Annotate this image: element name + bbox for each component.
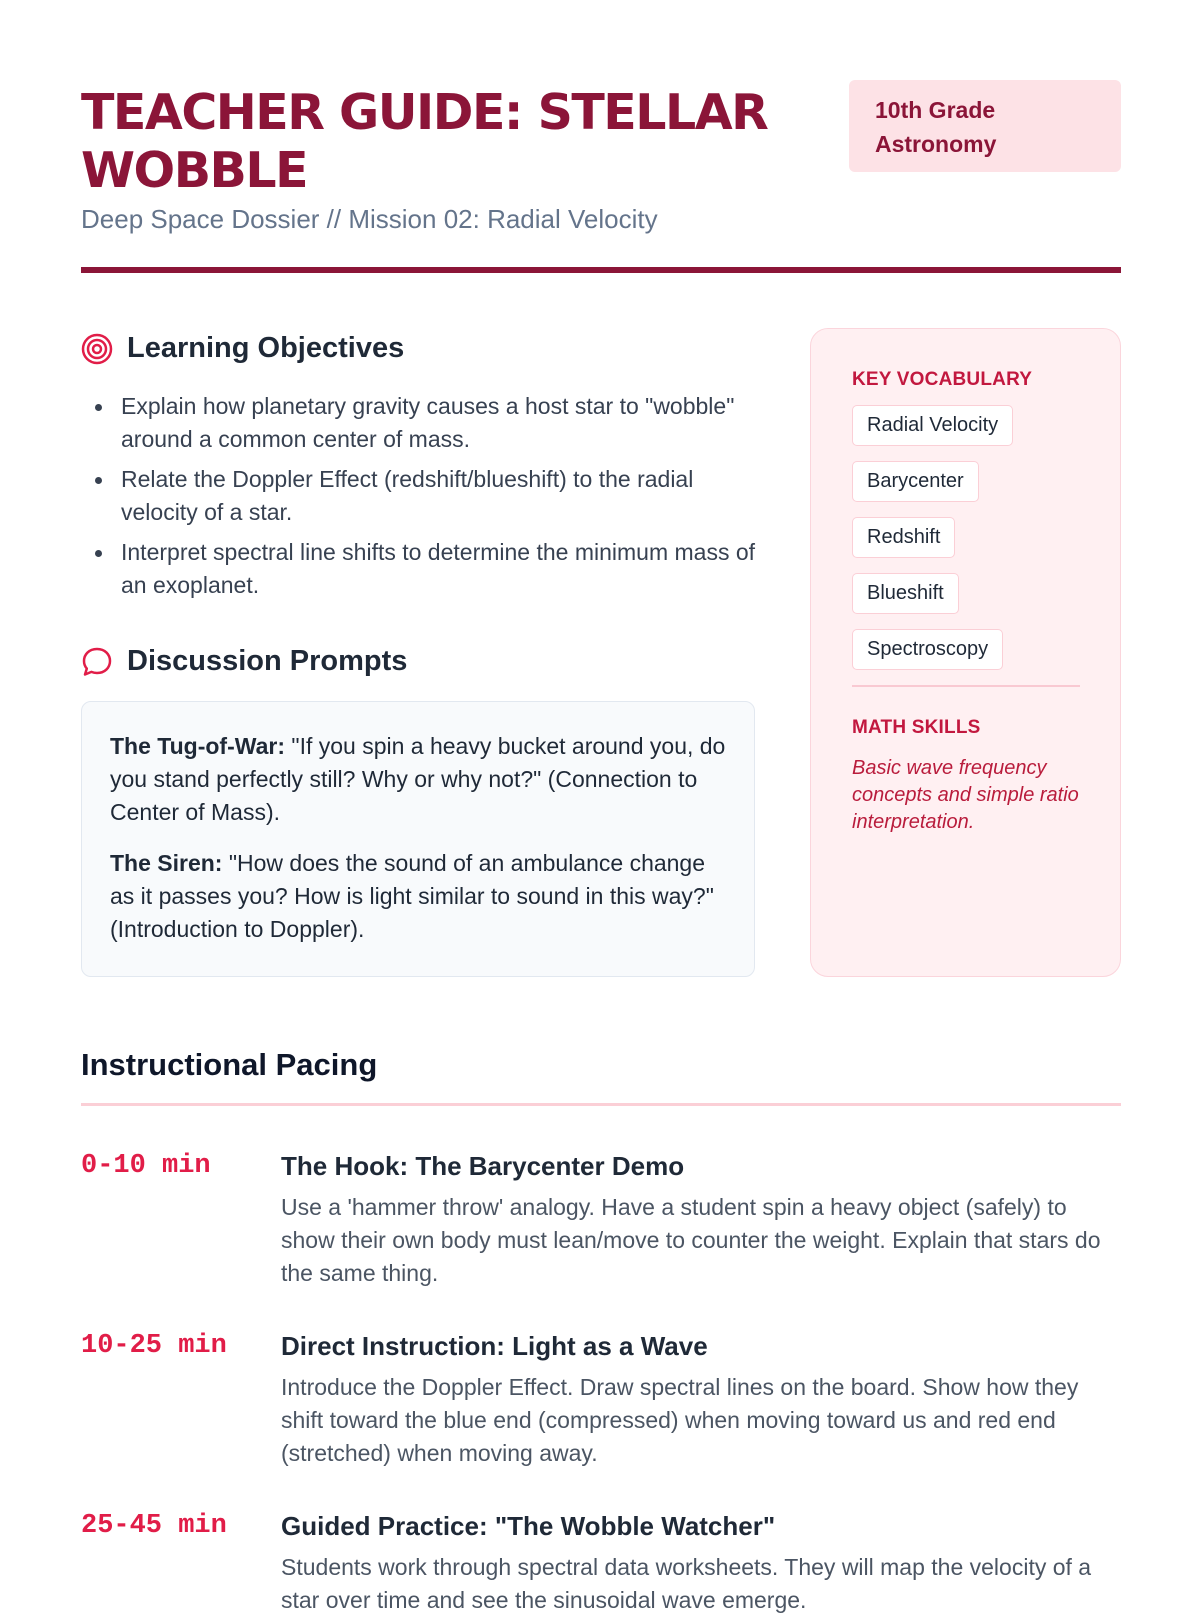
vocabulary-list: [852, 405, 1080, 670]
vocab-chip: Radial Velocity: [852, 405, 1013, 446]
list-item: Explain how planetary gravity causes a host star to "wobble" around a common center of mass.: [81, 390, 761, 456]
vocab-chip: Blueshift: [852, 573, 959, 614]
pacing-divider: [81, 1103, 1121, 1106]
header-divider: [81, 267, 1121, 273]
list-item: Relate the Doppler Effect (redshift/blueshift) to the radial velocity of a star.: [81, 463, 761, 529]
objectives-heading: [81, 332, 404, 365]
page-subtitle: Deep Space Dossier // Mission 02: Radial Velocity: [81, 204, 658, 234]
objectives-list: [81, 390, 761, 609]
pacing-description: Use a 'hammer throw' analogy. Have a student spin a heavy object (safely) to show their own body must lean/move to counter the weight. Explain that stars do the same thing.: [281, 1194, 1101, 1286]
discussion-box: [81, 701, 755, 977]
vocabulary-sidebar: [810, 328, 1121, 977]
pacing-description: Introduce the Doppler Effect. Draw spectral lines on the board. Show how they shift toward the blue end (compressed) when moving toward us and red end (stretched) when moving away.: [281, 1374, 1079, 1466]
pacing-time: 0-10 min: [81, 1151, 211, 1181]
prompt-text: "How does the sound of an ambulance change as it passes you? How is light similar to sound in this way?" (Introduction to Doppler).: [110, 850, 714, 942]
pacing-time: 10-25 min: [81, 1331, 227, 1361]
target-icon: [81, 333, 113, 365]
pacing-description: Students work through spectral data worksheets. They will map the velocity of a star over time and see the sinusoidal wave emerge.: [281, 1554, 1092, 1613]
pacing-title: Guided Practice: "The Wobble Watcher": [281, 1511, 776, 1541]
vocab-chip: Spectroscopy: [852, 629, 1003, 670]
discussion-heading-text: Discussion Prompts: [127, 645, 408, 677]
pacing-time: 25-45 min: [81, 1511, 227, 1541]
speech-bubble-icon: [81, 646, 113, 678]
objectives-heading-text: Learning Objectives: [127, 332, 405, 364]
math-skills-text: Basic wave frequency concepts and simple ratio interpretation.: [852, 757, 1079, 833]
grade-badge: 10th Grade Astronomy: [849, 80, 1121, 172]
sidebar-divider: [852, 685, 1080, 687]
list-item: Interpret spectral line shifts to determine the minimum mass of an exoplanet.: [81, 536, 761, 602]
prompt-label: The Tug-of-War:: [110, 733, 286, 759]
vocab-chip: Redshift: [852, 517, 955, 558]
prompt-text: "If you spin a heavy bucket around you, do you stand perfectly still? Why or why not?" (Connection to Center of Mass).: [110, 733, 726, 825]
prompt-label: The Siren:: [110, 850, 223, 876]
discussion-prompt: [110, 730, 726, 829]
discussion-heading: [81, 645, 407, 678]
pacing-title: Direct Instruction: Light as a Wave: [281, 1331, 708, 1361]
vocab-chip: Barycenter: [852, 461, 979, 502]
page-title: TEACHER GUIDE: STELLAR WOBBLE: [81, 84, 768, 199]
page-header: [81, 80, 1121, 270]
math-skills-label: MATH SKILLS: [852, 717, 981, 738]
pacing-heading: Instructional Pacing: [81, 1047, 378, 1082]
discussion-prompt: [110, 847, 726, 946]
pacing-title: The Hook: The Barycenter Demo: [281, 1151, 685, 1181]
key-vocabulary-label: KEY VOCABULARY: [852, 369, 1033, 390]
